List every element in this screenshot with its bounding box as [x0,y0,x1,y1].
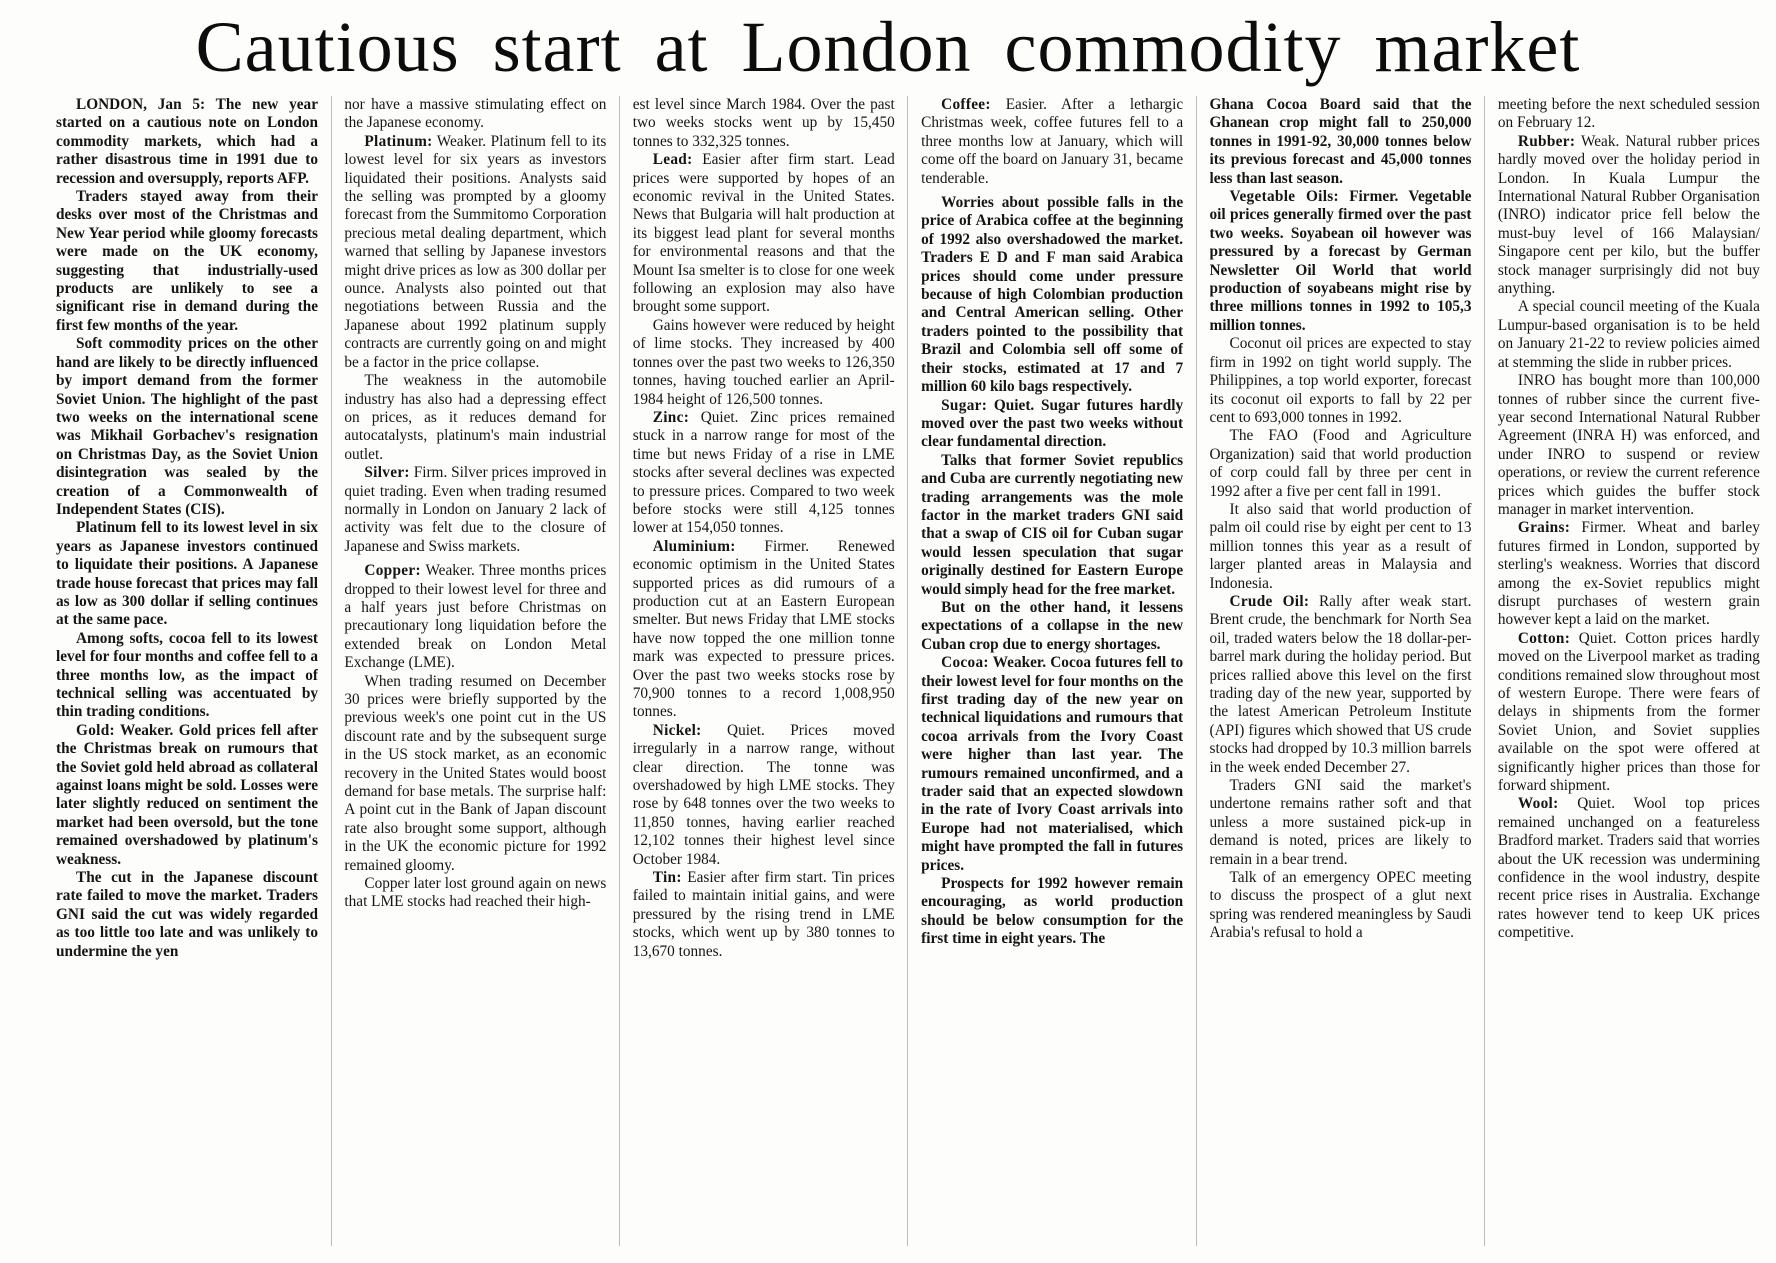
paragraph [56,722,318,869]
paragraph [1498,133,1760,299]
paragraph-text: Firm. Silver prices improved in quiet trading. Even when trading resumed normally in London on January 2 lack of activity was felt due to the closure of Japanese and Swiss markets. [344,464,607,555]
paragraph [921,96,1183,188]
paragraph [633,151,895,317]
column-divider [907,96,908,1246]
article-column-6 [1498,96,1760,1256]
paragraph-text: Prospects for 1992 however remain encouraging, as world production should be below consumption for the first time in eight years. The [921,875,1184,948]
paragraph [344,372,606,464]
paragraph-text: Ghana Cocoa Board said that the Ghanean crop might fall to 250,000 tonnes in 1991-92, 30,000 tonnes below its previous forecast and 45,000 tonnes less than last season. [1209,96,1472,187]
paragraph [1210,501,1472,593]
paragraph [921,397,1183,452]
paragraph [921,599,1183,654]
section-lead: Nickel: [652,721,702,739]
section-lead: Platinum: [364,132,433,150]
paragraph [344,875,606,912]
paragraph-text: Easier after firm start. Lead prices were supported by hopes of an economic revival in the United States. News that Bulgaria will halt production at its biggest lead plant for several months for environmental reasons and that the Mount Isa smelter is to close for one week following an explosion may also have brought some support. [632,151,895,316]
paragraph-text: Rally after weak start. Brent crude, the benchmark for North Sea oil, traded waters below the 18 dollar-per-barrel mark during the holiday period. But prices rallied above this level on the first trading day of the new year, supported by the latest American Petroleum Institute (API) figures which showed that US crude stocks had dropped by 10.3 million barrels in the week ended December 27. [1209,592,1472,776]
paragraph [1498,795,1760,942]
section-lead: Wool: [1517,795,1559,813]
article-columns [56,96,1760,1256]
paragraph-text: Easier after firm start. Tin prices failed to maintain initial gains, and were pressured by the rising trend in LME stocks, which went up by 380 tonnes to 13,670 tonnes. [632,869,895,960]
paragraph [921,875,1183,949]
paragraph-text: Platinum fell to its lowest level in six years as Japanese investors continued to liquidate their positions. A Japanese trade house forecast that prices may fall as low as 300 dollar if selling continues at the same pace. [56,519,318,629]
section-lead: Tin: [652,869,682,887]
section-lead: Copper: [364,562,421,580]
paragraph [1498,630,1760,796]
paragraph-text: Gains however were reduced by height of lime stocks. They increased by 400 tonnes over the past two weeks to 126,350 tonnes, having touched earlier an April- 1984 height of 126,500 tonnes. [632,316,895,408]
paragraph-text: Easier. After a lethargic Christmas week, coffee futures fell to a three months low at January, which will come off the board on January 31, became tenderable. [921,96,1184,187]
paragraph [344,96,606,133]
paragraph-text: Worries about possible falls in the price of Arabica coffee at the beginning of 1992 also overshadowed the market. Traders E D and F man said Arabica prices should come under pressure because of high Colombian production and Central American selling. Other traders pointed to the possibility that Brazil and Colombia sell off some of their stocks, estimated at 17 and 7 million 60 kilo bags respectively. [921,194,1184,396]
section-lead: Cocoa: [941,654,989,672]
paragraph-text: Traders GNI said the market's undertone remains rather soft and that unless a more sustained pick-up in demand is noted, prices are likely to remain in a bear trend. [1209,777,1472,868]
paragraph-text: Among softs, cocoa fell to its lowest level for four months and coffee fell to a three months low, as the impact of technical selling was accentuated by thin trading conditions. [56,629,318,721]
paragraph-text: But on the other hand, it lessens expectations of a collapse in the new Cuban crop due to energy shortages. [921,598,1184,653]
paragraph-text: Talks that former Soviet republics and Cuba are currently negotiating new trading arrangements was the mole factor in the market traders GNI said that a swap of CIS oil for Cuban sugar would lessen speculation that sugar originally destined for Eastern Europe would simply head for the free market. [921,451,1184,598]
paragraph [56,630,318,722]
paragraph-text: Talk of an emergency OPEC meeting to discuss the prospect of a glut next spring was rendered meaningless by Saudi Arabia's refusal to hold a [1209,869,1472,942]
paragraph [1498,96,1760,133]
article-column-4 [921,96,1183,1256]
paragraph [1210,777,1472,869]
paragraph-text: Weaker. Cocoa futures fell to their lowest level for four months on the first trading day of the new year on technical liquidations and rumours that cocoa arrivals from the Ivory Coast were higher than last year. The rumours remained unconfirmed, and a trader said that an expected slowdown in the rate of Ivory Coast arrivals into Europe had not materialised, which might have prompted the fall in futures prices. [921,654,1184,874]
paragraph-text: The cut in the Japanese discount rate failed to move the market. Traders GNI said the cut was widely regarded as too little too late and was unlikely to undermine the yen [56,869,318,960]
paragraph [1498,372,1760,519]
paragraph [633,96,895,151]
paragraph-text: Firmer. Renewed economic optimism in the United States supported prices as did rumours of a production cut at an Eastern European smelter. But news Friday that LME stocks have now topped the one million tonne mark was expected to pressure prices. Over the past two weeks stocks rose by 70,900 tonnes to a record 1,008,950 tonnes. [632,537,895,721]
paragraph-text: Firmer. Wheat and barley futures firmed in London, supported by sterling's weakness. Worries that discord among the ex-Soviet republics might disrupt purchases of western grain however kept a laid on the market. [1497,519,1760,629]
paragraph-text: LONDON, Jan 5: The new year started on a cautious note on London commodity markets, which had a rather disastrous time in 1991 due to recession and oversupply, reports AFP. [56,96,318,187]
paragraph [1210,335,1472,427]
paragraph-text: A special council meeting of the Kuala Lumpur-based organisation is to be held on January 21-22 to review policies aimed at stemming the slide in rubber prices. [1497,298,1760,371]
paragraph-text: When trading resumed on December 30 prices were briefly supported by the previous week's one point cut in the US discount rate and by the subsequent surge in the US stock market, as an economic recovery in the United States would boost demand for base metals. The surprise half: A point cut in the Bank of Japan discount rate also brought some support, although in the UK the economic picture for 1992 remained gloomy. [344,672,607,874]
paragraph [344,464,606,556]
paragraph [633,538,895,722]
paragraph-text: Weaker. Gold prices fell after the Christmas break on rumours that the Soviet gold held abroad as collateral against loans might be sold. Losses were later slightly reduced on sentiment the market had been oversold, but the tone remained overshadowed by platinum's weakness. [56,721,318,868]
paragraph-text: Quiet. Cotton prices hardly moved on the Liverpool market as trading conditions remained slow throughout most of western Europe. There were fears of delays in shipments from the former Soviet Union, and Soviet supplies available on the spot were offered at significantly higher prices than those for forward shipment. [1497,629,1760,795]
section-lead: Zinc: [652,408,690,426]
column-divider [1484,96,1485,1246]
paragraph [633,722,895,869]
paragraph-text: Coconut oil prices are expected to stay firm in 1992 on tight world supply. The Philippines, a top world exporter, forecast its coconut oil exports to fall by 22 per cent to 693,000 tonnes in 1992. [1209,335,1472,426]
section-lead: Sugar: [941,396,988,414]
article-column-1 [56,96,318,1256]
paragraph [56,96,318,188]
paragraph [1498,298,1760,372]
section-lead: Lead: [652,151,693,169]
paragraph [633,409,895,538]
paragraph [921,654,1183,875]
paragraph [921,452,1183,599]
paragraph [56,188,318,335]
column-divider [1196,96,1197,1246]
paragraph [1210,96,1472,188]
paragraph-text: The weakness in the automobile industry has also had a depressing effect on prices, as it reduces demand for autocatalysts, platinum's main industrial outlet. [344,372,607,463]
paragraph-text: Firmer. Vegetable oil prices generally firmed over the past two weeks. Soyabean oil however was pressured by a forecast by German Newsletter Oil World that world production of soyabeans might rise by three millions tonnes in 1992 to 105,3 million tonnes. [1209,188,1472,334]
paragraph-text: INRO has bought more than 100,000 tonnes of rubber since the current five-year second International Natural Rubber Agreement (INRA H) was enforced, and under INRO to suspend or review operations, or review the current reference prices which guides the buffer stock manager in market intervention. [1497,372,1760,518]
section-lead: Coffee: [941,96,991,113]
paragraph-text: Quiet. Wool top prices remained unchanged on a featureless Bradford market. Traders said that worries about the UK recession was undermining confidence in the wool industry, despite recent price rises in Australia. Exchange rates however tend to keep UK prices competitive. [1497,795,1760,942]
paragraph-text: Copper later lost ground again on news that LME stocks had reached their high- [344,875,607,911]
article-column-3 [633,96,895,1256]
paragraph-text: est level since March 1984. Over the past two weeks stocks went up by 15,450 tonnes to 332,325 tonnes. [632,96,895,150]
paragraph-text: It also said that world production of palm oil could rise by eight per cent to 13 million tonnes this year as a result of larger planted areas in Malaysia and Indonesia. [1209,500,1472,592]
paragraph-text: meeting before the next scheduled session on February 12. [1497,96,1760,132]
paragraph [633,317,895,409]
paragraph [56,869,318,961]
section-lead: Cotton: [1517,629,1571,647]
paragraph-text: Weaker. Platinum fell to its lowest level for six years as investors liquidated their positions. Analysts said the selling was prompted by a gloomy forecast from the Summitomo Corporation precious metal dealing department, which warned that selling by Japanese investors might drive prices as low as 300 dollar per ounce. Analysts also pointed out that negotiations between Russia and the Japanese about 1992 platinum supply contracts are currently going on and might be a factor in the price collapse. [344,132,607,371]
paragraph [1498,519,1760,629]
paragraph [344,673,606,875]
paragraph [1210,593,1472,777]
paragraph-text: Quiet. Zinc prices remained stuck in a narrow range for most of the time but news Friday of a rise in LME stocks after several declines was expected to pressure prices. Compared to two week before stocks were still 4,125 tonnes lower at 154,050 tonnes. [632,408,895,537]
column-divider [331,96,332,1246]
section-lead: Rubber: [1517,132,1576,150]
paragraph [1210,427,1472,501]
paragraph-text: Quiet. Prices moved irregularly in a narrow range, without clear direction. The tonne was overshadowed by high LME stocks. They rose by 648 tonnes over the two weeks to 11,850 tonnes, having earlier reached 12,102 tonnes their highest level since October 1984. [632,721,895,868]
section-lead: Aluminium: [652,537,736,555]
paragraph-text: Weak. Natural rubber prices hardly moved over the holiday period in London. In Kuala Lumpur the International Natural Rubber Organisation (INRO) indicator price fell below the must-buy level of 166 Malaysian/ Singapore cent per kilo, but the buffer stock manager surprisingly did not buy anything. [1497,132,1760,298]
section-lead: Gold: [76,721,115,739]
paragraph-text: Weaker. Three months prices dropped to their lowest level for three and a half years just before Christmas on precautionary long liquidation before the extended break on London Metal Exchange (LME). [344,562,607,672]
paragraph [56,335,318,519]
paragraph-text: The FAO (Food and Agriculture Organization) said that world production of corp could fall by three per cent in 1992 after a five per cent fall in 1991. [1209,427,1472,500]
section-lead: Vegetable Oils: [1229,188,1339,206]
section-lead: Silver: [364,464,410,482]
section-lead: Grains: [1517,519,1571,537]
section-lead: Crude Oil: [1229,592,1310,610]
paragraph [344,133,606,372]
paragraph [344,562,606,672]
headline: Cautious start at London commodity market [195,7,1581,87]
paragraph [633,869,895,961]
paragraph [921,194,1183,396]
column-divider [619,96,620,1246]
paragraph-text: Quiet. Sugar futures hardly moved over the past two weeks without clear fundamental direction. [921,396,1184,451]
article-column-5 [1210,96,1472,1256]
article-column-2 [344,96,606,1256]
paragraph-text: Traders stayed away from their desks over most of the Christmas and New Year period while gloomy forecasts were made on the UK economy, suggesting that industrially-used products are unlikely to see a significant rise in demand during the first few months of the year. [56,188,318,334]
paragraph [1210,869,1472,943]
paragraph [1210,188,1472,335]
paragraph [56,519,318,629]
paragraph-text: nor have a massive stimulating effect on the Japanese economy. [344,96,607,132]
paragraph-text: Soft commodity prices on the other hand are likely to be directly influenced by import demand from the former Soviet Union. The highlight of the past two weeks on the international scene was Mikhail Gorbachev's resignation on Christmas Day, as the Soviet Union disintegration was sealed by the creation of a Commonwealth of Independent States (CIS). [56,335,318,518]
